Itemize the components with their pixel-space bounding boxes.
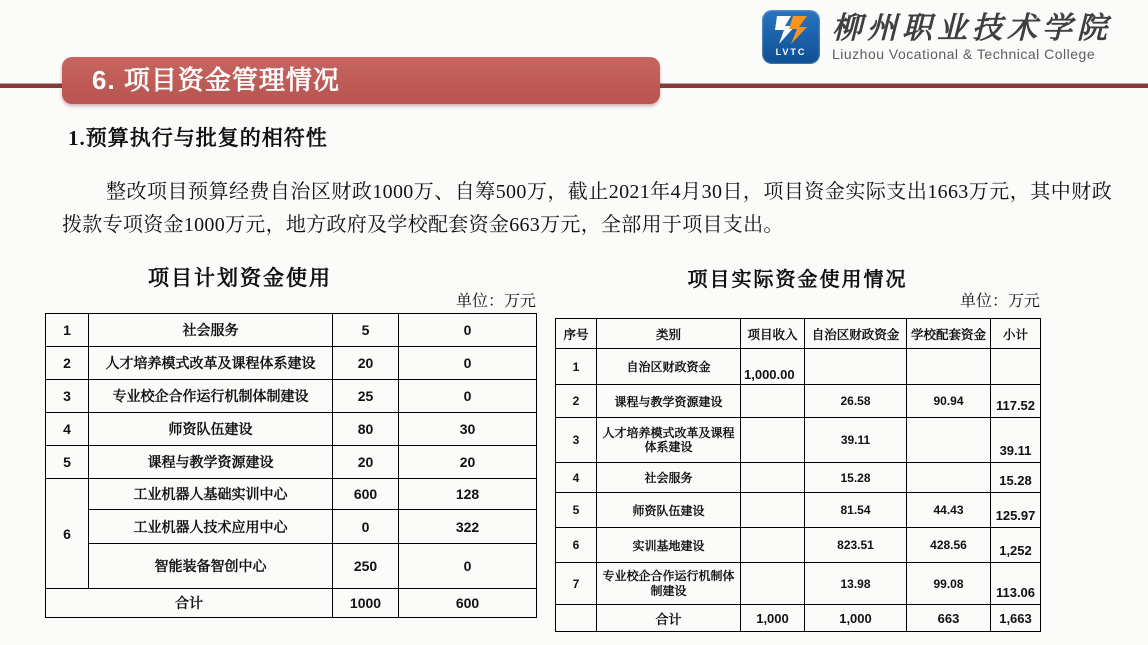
row-school xyxy=(907,418,991,463)
row-school xyxy=(907,349,991,385)
college-name-en: Liuzhou Vocational & Technical College xyxy=(832,45,1096,62)
table-row xyxy=(556,418,1041,463)
row-name: 课程与教学资源建设 xyxy=(597,385,741,418)
row-other: 0 xyxy=(399,380,537,413)
row-income xyxy=(741,493,805,528)
row-name: 实训基地建设 xyxy=(597,528,741,563)
header-category: 类别 xyxy=(597,319,741,349)
slide-subtitle: 1.预算执行与批复的相符性 xyxy=(68,126,328,150)
row-name: 社会服务 xyxy=(89,314,333,347)
row-name: 工业机器人基础实训中心 xyxy=(89,479,333,510)
lvtc-logo-icon xyxy=(762,10,820,64)
row-income xyxy=(741,463,805,493)
header-subtotal: 小计 xyxy=(991,319,1041,349)
row-no-merged: 6 xyxy=(46,479,89,589)
row-name: 智能装备智创中心 xyxy=(89,544,333,589)
row-subtotal xyxy=(991,349,1041,385)
row-no: 1 xyxy=(556,349,597,385)
table-row xyxy=(46,544,537,589)
body-paragraph: 整改项目预算经费自治区财政1000万、自筹500万，截止2021年4月30日，项目资金实际支出1663万元，其中财政拨款专项资金1000万元，地方政府及学校配套资金663万元，全部用于项目支出。 xyxy=(62,181,1112,236)
lightning-bolt-icon xyxy=(771,14,811,46)
row-no: 4 xyxy=(46,413,89,446)
logo-badge-label: LVTC xyxy=(775,47,807,57)
total-plan: 1000 xyxy=(333,589,399,618)
table-row xyxy=(46,314,537,347)
row-income xyxy=(741,563,805,605)
row-name: 社会服务 xyxy=(597,463,741,493)
table-row xyxy=(46,413,537,446)
college-logo xyxy=(762,10,1112,64)
table-row xyxy=(46,510,537,544)
row-other: 128 xyxy=(399,479,537,510)
row-plan: 20 xyxy=(333,347,399,380)
row-other: 0 xyxy=(399,347,537,380)
row-name: 专业校企合作运行机制体制建设 xyxy=(89,380,333,413)
row-no: 2 xyxy=(556,385,597,418)
total-row xyxy=(556,605,1041,632)
row-school xyxy=(907,463,991,493)
row-gov: 13.98 xyxy=(805,563,907,605)
row-plan: 25 xyxy=(333,380,399,413)
row-other: 0 xyxy=(399,544,537,589)
row-subtotal: 15.28 xyxy=(991,463,1041,493)
header-school-funds: 学校配套资金 xyxy=(907,319,991,349)
table-row xyxy=(556,385,1041,418)
header-gov-funds: 自治区财政资金 xyxy=(805,319,907,349)
row-name: 工业机器人技术应用中心 xyxy=(89,510,333,544)
row-plan: 600 xyxy=(333,479,399,510)
row-gov xyxy=(805,349,907,385)
row-income: 1,000.00 xyxy=(741,349,805,385)
row-school: 99.08 xyxy=(907,563,991,605)
row-other: 0 xyxy=(399,314,537,347)
total-income: 1,000 xyxy=(741,605,805,632)
row-subtotal: 117.52 xyxy=(991,385,1041,418)
planned-table-unit-label: 单位：万元 xyxy=(455,293,536,310)
row-name: 课程与教学资源建设 xyxy=(89,446,333,479)
row-no: 4 xyxy=(556,463,597,493)
row-income xyxy=(741,385,805,418)
planned-table-title: 项目计划资金使用 xyxy=(148,266,332,290)
row-gov: 15.28 xyxy=(805,463,907,493)
row-plan: 250 xyxy=(333,544,399,589)
section-title: 6. 项目资金管理情况 xyxy=(92,65,340,95)
table-row xyxy=(46,380,537,413)
college-name-cn: 柳州职业技术学院 xyxy=(832,11,1112,45)
row-other: 322 xyxy=(399,510,537,544)
row-plan: 80 xyxy=(333,413,399,446)
row-subtotal: 39.11 xyxy=(991,418,1041,463)
row-plan: 0 xyxy=(333,510,399,544)
row-name: 师资队伍建设 xyxy=(597,493,741,528)
header-no: 序号 xyxy=(556,319,597,349)
table-row xyxy=(556,563,1041,605)
row-other: 30 xyxy=(399,413,537,446)
row-no: 2 xyxy=(46,347,89,380)
table-row xyxy=(556,463,1041,493)
row-name: 人才培养模式改革及课程体系建设 xyxy=(597,418,741,463)
total-gov: 1,000 xyxy=(805,605,907,632)
row-gov: 823.51 xyxy=(805,528,907,563)
row-other: 20 xyxy=(399,446,537,479)
row-gov: 26.58 xyxy=(805,385,907,418)
row-name: 专业校企合作运行机制体制建设 xyxy=(597,563,741,605)
row-subtotal: 125.97 xyxy=(991,493,1041,528)
total-other: 600 xyxy=(399,589,537,618)
row-name: 师资队伍建设 xyxy=(89,413,333,446)
row-school: 90.94 xyxy=(907,385,991,418)
actual-table-unit-label: 单位：万元 xyxy=(959,293,1040,310)
row-school: 44.43 xyxy=(907,493,991,528)
total-label: 合计 xyxy=(597,605,741,632)
row-no: 1 xyxy=(46,314,89,347)
row-school: 428.56 xyxy=(907,528,991,563)
row-subtotal: 1,252 xyxy=(991,528,1041,563)
table-row xyxy=(556,493,1041,528)
total-label: 合计 xyxy=(46,589,333,618)
section-title-banner xyxy=(62,57,660,104)
table-row xyxy=(556,349,1041,385)
row-no: 5 xyxy=(556,493,597,528)
table-row xyxy=(46,347,537,380)
row-subtotal: 113.06 xyxy=(991,563,1041,605)
table-row xyxy=(46,446,537,479)
actual-funds-table xyxy=(555,318,1041,632)
row-no: 3 xyxy=(556,418,597,463)
table-header-row xyxy=(556,319,1041,349)
total-school: 663 xyxy=(907,605,991,632)
row-plan: 20 xyxy=(333,446,399,479)
table-row xyxy=(46,479,537,510)
row-no: 7 xyxy=(556,563,597,605)
header-income: 项目收入 xyxy=(741,319,805,349)
table-row xyxy=(556,528,1041,563)
total-no xyxy=(556,605,597,632)
planned-funds-table xyxy=(45,313,537,618)
row-name: 人才培养模式改革及课程体系建设 xyxy=(89,347,333,380)
total-row xyxy=(46,589,537,618)
row-income xyxy=(741,418,805,463)
row-plan: 5 xyxy=(333,314,399,347)
row-no: 6 xyxy=(556,528,597,563)
row-gov: 81.54 xyxy=(805,493,907,528)
row-no: 3 xyxy=(46,380,89,413)
total-subtotal: 1,663 xyxy=(991,605,1041,632)
logo-text xyxy=(832,13,1112,62)
actual-table-title: 项目实际资金使用情况 xyxy=(687,269,908,291)
row-income xyxy=(741,528,805,563)
row-gov: 39.11 xyxy=(805,418,907,463)
row-no: 5 xyxy=(46,446,89,479)
row-name: 自治区财政资金 xyxy=(597,349,741,385)
